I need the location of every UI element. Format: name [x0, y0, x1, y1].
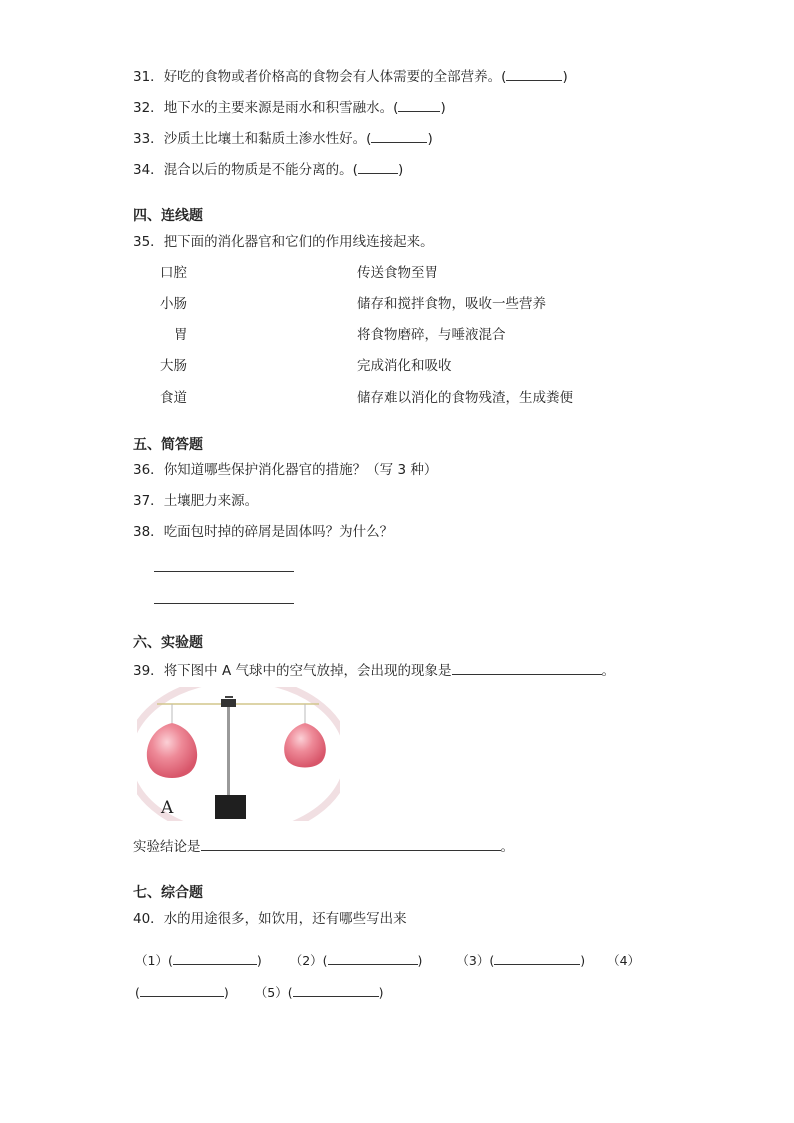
question-text: 吃面包时掉的碎屑是固体吗？为什么？: [163, 524, 394, 540]
question-number: 37．: [133, 493, 164, 509]
water-uses-row-2: ( ) （5）( ): [135, 985, 384, 1000]
question-number: 35．: [133, 234, 164, 250]
answer-blank[interactable]: [140, 983, 224, 997]
question-text: 混合以后的物质是不能分离的。(: [163, 162, 358, 178]
organ-item[interactable]: 口腔: [160, 265, 187, 281]
question-number: 40．: [133, 911, 164, 927]
answer-blank[interactable]: [398, 98, 440, 112]
question-34: 34．混合以后的物质是不能分离的。( ): [133, 162, 404, 178]
function-item[interactable]: 储存和搅拌食物，吸收一些营养: [357, 296, 546, 312]
question-number: 34．: [133, 162, 164, 178]
balloon-a-label: A: [161, 798, 174, 818]
question-text: 土壤肥力来源。: [163, 493, 259, 509]
beam-clamp: [221, 699, 236, 707]
stand-base: [215, 795, 246, 819]
answer-blank[interactable]: [328, 951, 418, 965]
question-35: [133, 233, 434, 251]
conclusion-label: 实验结论是: [133, 839, 201, 855]
question-39: 39．将下图中 A 气球中的空气放掉，会出现的现象是 。: [133, 663, 616, 679]
question-text: 沙质土比壤土和黏质土渗水性好。(: [163, 131, 372, 147]
section-heading-short-answer: 五、简答题: [133, 437, 203, 453]
answer-line[interactable]: [154, 571, 294, 572]
answer-blank[interactable]: [506, 67, 562, 81]
water-uses-row-1: （1）( ) （2）( ) （3）( ) （4）: [135, 953, 641, 968]
section-heading-comprehensive: 七、综合题: [133, 885, 203, 901]
question-number: 32．: [133, 100, 164, 116]
balloon-b: [284, 723, 326, 768]
question-text: 把下面的消化器官和它们的作用线连接起来。: [163, 234, 434, 250]
question-number: 36．: [133, 462, 164, 478]
question-37: [133, 492, 258, 510]
question-number: 33．: [133, 131, 164, 147]
organ-item[interactable]: 大肠: [160, 358, 187, 374]
question-text: 水的用途很多，如饮用，还有哪些写出来: [163, 911, 407, 927]
answer-blank[interactable]: [358, 160, 398, 174]
answer-blank[interactable]: [173, 951, 257, 965]
function-item[interactable]: 储存难以消化的食物残渣，生成粪便: [357, 390, 573, 406]
question-number: 39．: [133, 663, 164, 679]
organ-item[interactable]: 食道: [160, 390, 187, 406]
answer-blank[interactable]: [371, 129, 427, 143]
question-32: 32．地下水的主要来源是雨水和积雪融水。( ): [133, 100, 446, 116]
function-item[interactable]: 完成消化和吸收: [357, 358, 452, 374]
answer-blank[interactable]: [494, 951, 580, 965]
answer-line[interactable]: [154, 603, 294, 604]
balloon-balance-image: [137, 687, 340, 821]
experiment-conclusion: 实验结论是 。: [133, 839, 514, 855]
question-text: 你知道哪些保护消化器官的措施？（写 3 种）: [163, 462, 438, 478]
question-33: 33．沙质土比壤土和黏质土渗水性好。( ): [133, 131, 433, 147]
answer-blank[interactable]: [201, 837, 501, 851]
section-heading-matching: 四、连线题: [133, 208, 203, 224]
balloon-balance-figure: [137, 687, 340, 821]
answer-blank[interactable]: [293, 983, 379, 997]
question-text: 将下图中 A 气球中的空气放掉，会出现的现象是: [163, 663, 452, 679]
answer-blank[interactable]: [452, 661, 602, 675]
organ-item[interactable]: 胃: [174, 327, 188, 343]
balloon-a: [147, 723, 197, 778]
function-item[interactable]: 将食物磨碎，与唾液混合: [357, 327, 506, 343]
section-heading-experiment: 六、实验题: [133, 635, 203, 651]
function-item[interactable]: 传送食物至胃: [357, 265, 438, 281]
question-38: [133, 523, 393, 541]
organ-item[interactable]: 小肠: [160, 296, 187, 312]
question-number: 31．: [133, 69, 164, 85]
question-text: 地下水的主要来源是雨水和积雪融水。(: [163, 100, 399, 116]
question-number: 38．: [133, 524, 164, 540]
question-text: 好吃的食物或者价格高的食物会有人体需要的全部营养。(: [163, 69, 507, 85]
question-40: [133, 910, 407, 928]
question-31: 31．好吃的食物或者价格高的食物会有人体需要的全部营养。( ): [133, 69, 568, 85]
stand-rod: [227, 705, 230, 800]
question-36: [133, 461, 437, 479]
